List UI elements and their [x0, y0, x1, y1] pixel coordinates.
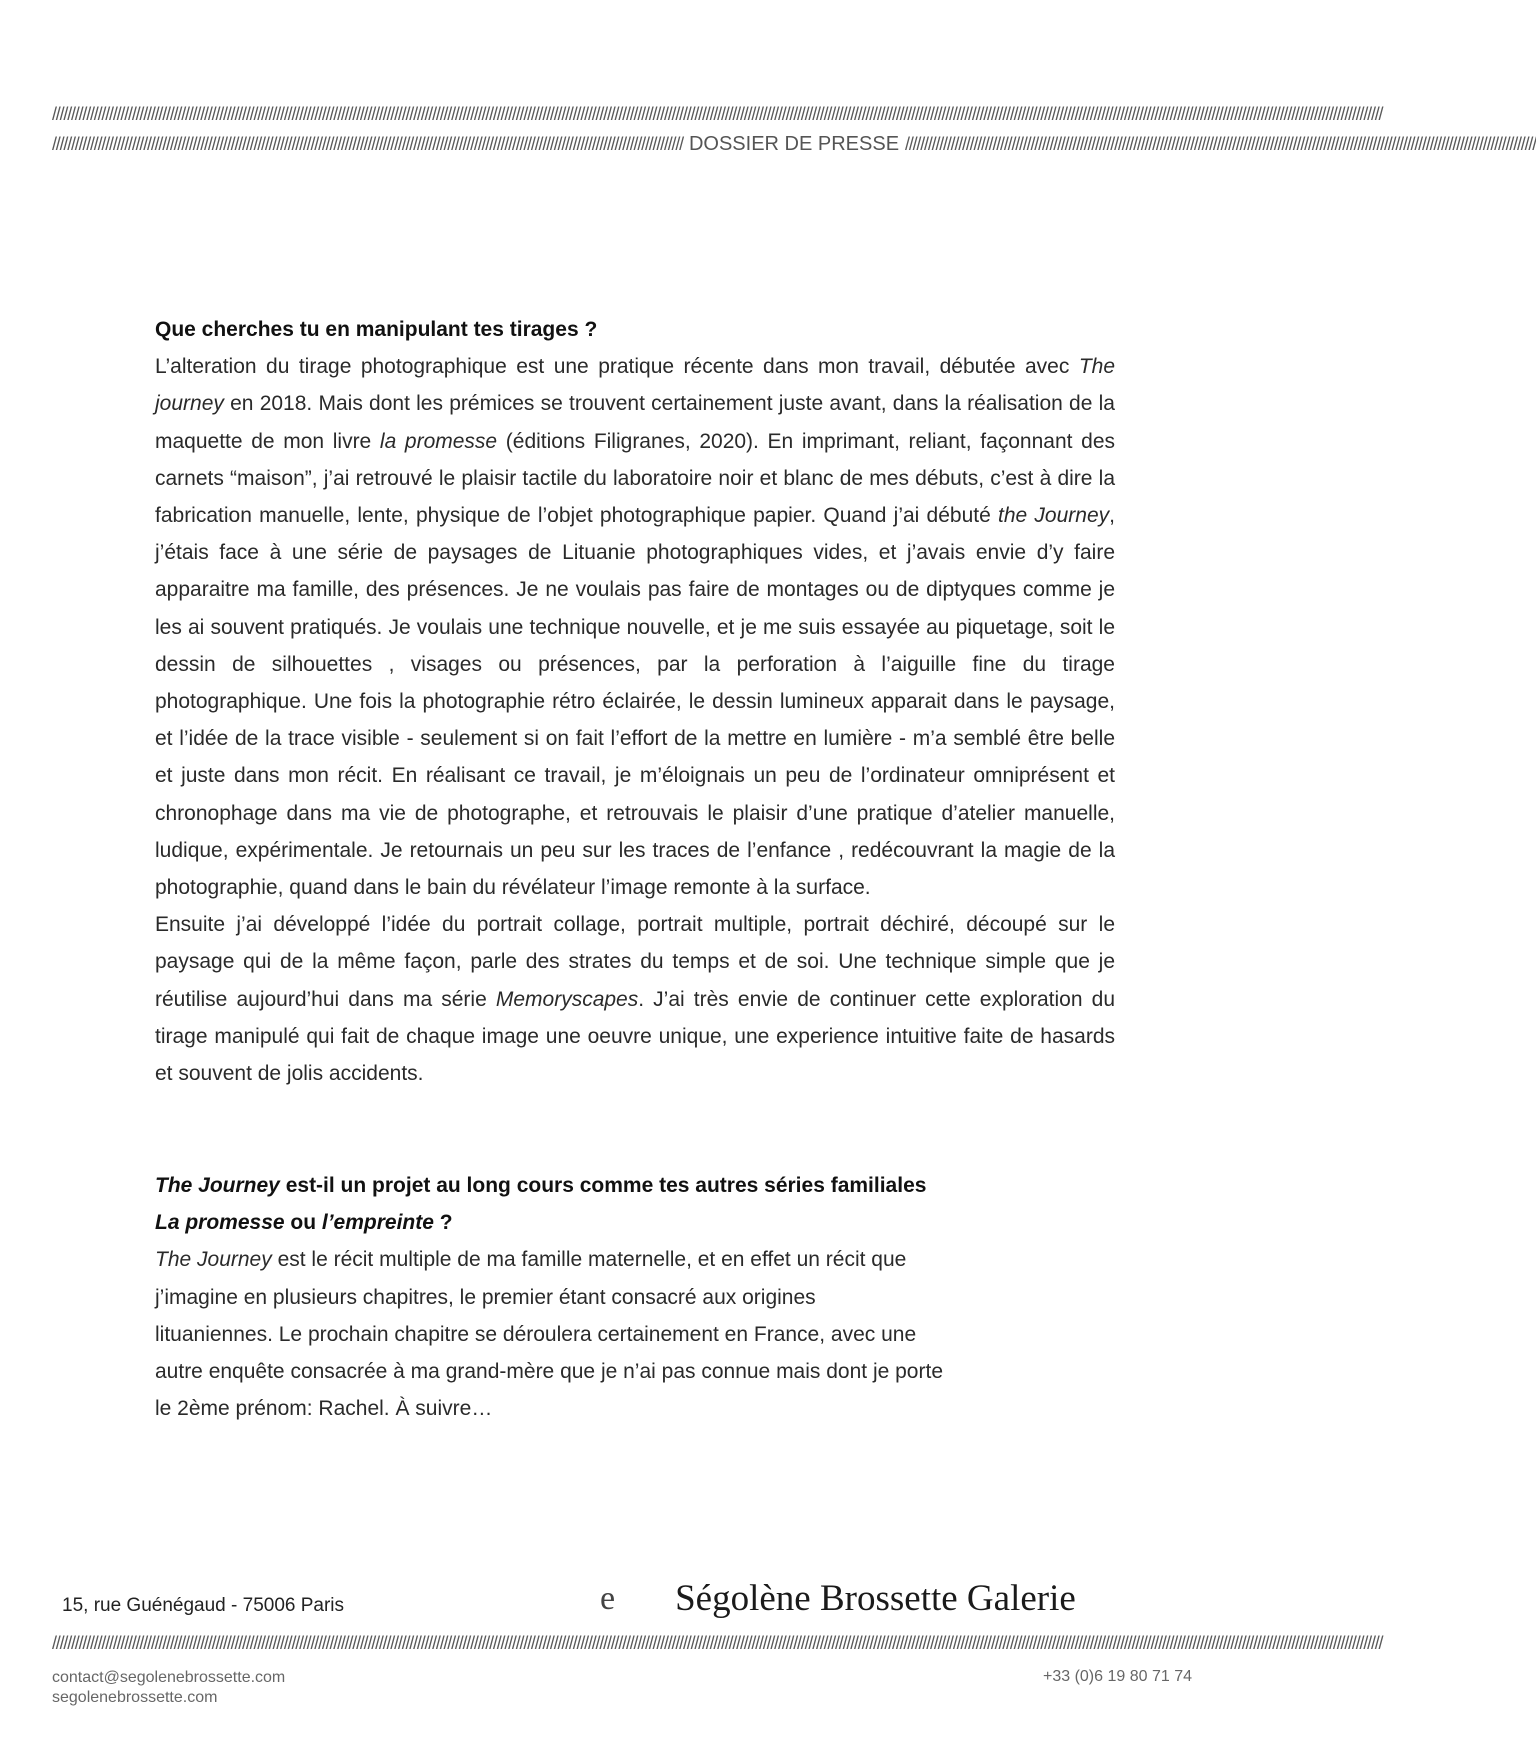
text-italic: The journey	[155, 355, 1115, 416]
text: est-il un projet au long cours comme tes autres séries familiales	[279, 1174, 927, 1197]
text-italic: The Journey	[155, 1248, 272, 1272]
website-link[interactable]: segolenebrossette.com	[52, 1689, 218, 1706]
text: Ensuite j’ai développé l’idée du portrait collage, portrait multiple, portrait déchiré, découpé sur le paysage qui de la même façon, parle des strates du temps et de soi. Une technique simple que je réutilise aujourd’hui dans ma série	[155, 913, 1115, 1011]
text: (éditions Filigranes, 2020). En imprimant, reliant, façonnant des carnets “maison”, j’ai retrouvé le plaisir tactile du laboratoire noir et blanc de mes débuts, c’est à dire la fabrication manuelle, lente, physique de l’objet photographique papier. Quand j’ai débuté	[155, 429, 1116, 528]
text-italic: Memoryscapes	[495, 987, 639, 1011]
gallery-address: 15, rue Guénégaud - 75006 Paris	[62, 1595, 345, 1616]
header-slashes-right: //////////////////////////////////////////////////////////////////////////////////////////////////////////////////////////////////////////////////////////////////////	[905, 134, 1536, 154]
text: est le récit multiple de ma famille maternelle, et en effet un récit que	[271, 1248, 907, 1272]
answer-2-line-5: le 2ème prénom: Rachel. À suivre…	[155, 1397, 493, 1421]
header-slashes-top: //////////////////////////////////////////////////////////////////////////////////////////////////////////////////////////////////////////////////////////////////////////////////////////////////////////////////////////////////////////////////////////////////////////////////////////////////////////////////////////////////////////////////////////////	[52, 104, 1383, 124]
header-slashes-left: //////////////////////////////////////////////////////////////////////////////////////////////////////////////////////////////////////////////////////////////////////	[52, 134, 683, 154]
question-2-line-2	[155, 1204, 1115, 1241]
footer-contact	[52, 1668, 285, 1708]
contact-email-link[interactable]: contact@segolenebrossette.com	[52, 1669, 286, 1686]
text: . J’ai très envie de continuer cette exploration du tirage manipulé qui fait de chaque image une oeuvre unique, une experience intuitive faite de hasards et souvent de jolis accidents.	[155, 987, 1115, 1086]
text: ou	[284, 1211, 322, 1235]
section-2	[155, 1167, 1115, 1427]
answer-1-paragraph-1	[155, 348, 1115, 906]
text: en 2018. Mais dont les prémices se trouvent certainement juste avant, dans la réalisation de la maquette de mon livre	[155, 392, 1115, 453]
question-2	[155, 1167, 1115, 1204]
text: L’alteration du tirage photographique est une pratique récente dans mon travail, débutée avec	[155, 355, 1079, 379]
question-1: Que cherches tu en manipulant tes tirages ?	[155, 318, 598, 341]
answer-2-line-4: autre enquête consacrée à ma grand-mère que je n’ai pas connue mais dont je porte	[155, 1360, 943, 1384]
text-italic: The Journey	[155, 1174, 280, 1197]
gallery-logo	[600, 1577, 1192, 1620]
header-title-row	[52, 133, 1536, 155]
text-italic: the Journey	[998, 504, 1110, 528]
answer-2-line-1	[155, 1241, 1115, 1278]
contact-phone[interactable]: +33 (0)6 19 80 71 74	[1042, 1668, 1192, 1685]
section-1	[155, 311, 1115, 1092]
gallery-name: Ségolène Brossette Galerie	[675, 1578, 1076, 1619]
text: ?	[433, 1211, 453, 1235]
text: , j’étais face à une série de paysages de Lituanie photographiques vides, et j’avais envie d’y faire apparaitre ma famille, des présences. Je ne voulais pas faire de montages ou de diptyques comme je les ai souvent pratiqués. Je voulais une technique nouvelle, et je me suis essayée au piquetage, soit le dessin de silhouettes , visages ou présences, par la perforation à l’aiguille fine du tirage photographique. Une fois la photographie rétro éclairée, le dessin lumineux apparait dans le paysage, et l’idée de la trace visible - seulement si on fait l’effort de la mettre en lumière - m’a semblé être belle et juste dans mon récit. En réalisant ce travail, je m’éloignais un peu de l’ordinateur omniprésent et chronophage dans ma vie de photographe, et retrouvais le plaisir d’une pratique d’atelier manuelle, ludique, expérimentale. Je retournais un peu sur les traces de l’enfance , redécouvrant la magie de la photographie, quand dans le bain du révélateur l’image remonte à la surface.	[155, 504, 1115, 900]
text-italic: l’empreinte	[321, 1211, 434, 1235]
answer-2-line-2: j’imagine en plusieurs chapitres, le premier étant consacré aux origines	[155, 1285, 816, 1309]
answer-1-paragraph-2	[155, 906, 1115, 1092]
text-italic: la promesse	[379, 429, 498, 453]
header-title: DOSSIER DE PRESSE	[688, 133, 900, 155]
logo-fragment: e	[600, 1579, 616, 1617]
text-italic: La promesse	[155, 1211, 285, 1235]
footer-slashes: //////////////////////////////////////////////////////////////////////////////////////////////////////////////////////////////////////////////////////////////////////////////////////////////////////////////////////////////////////////////////////////////////////////////////////////////////////////////////////////////////////////////////////////////	[52, 1633, 1383, 1653]
answer-2-line-3: lituaniennes. Le prochain chapitre se déroulera certainement en France, avec une	[155, 1322, 917, 1346]
